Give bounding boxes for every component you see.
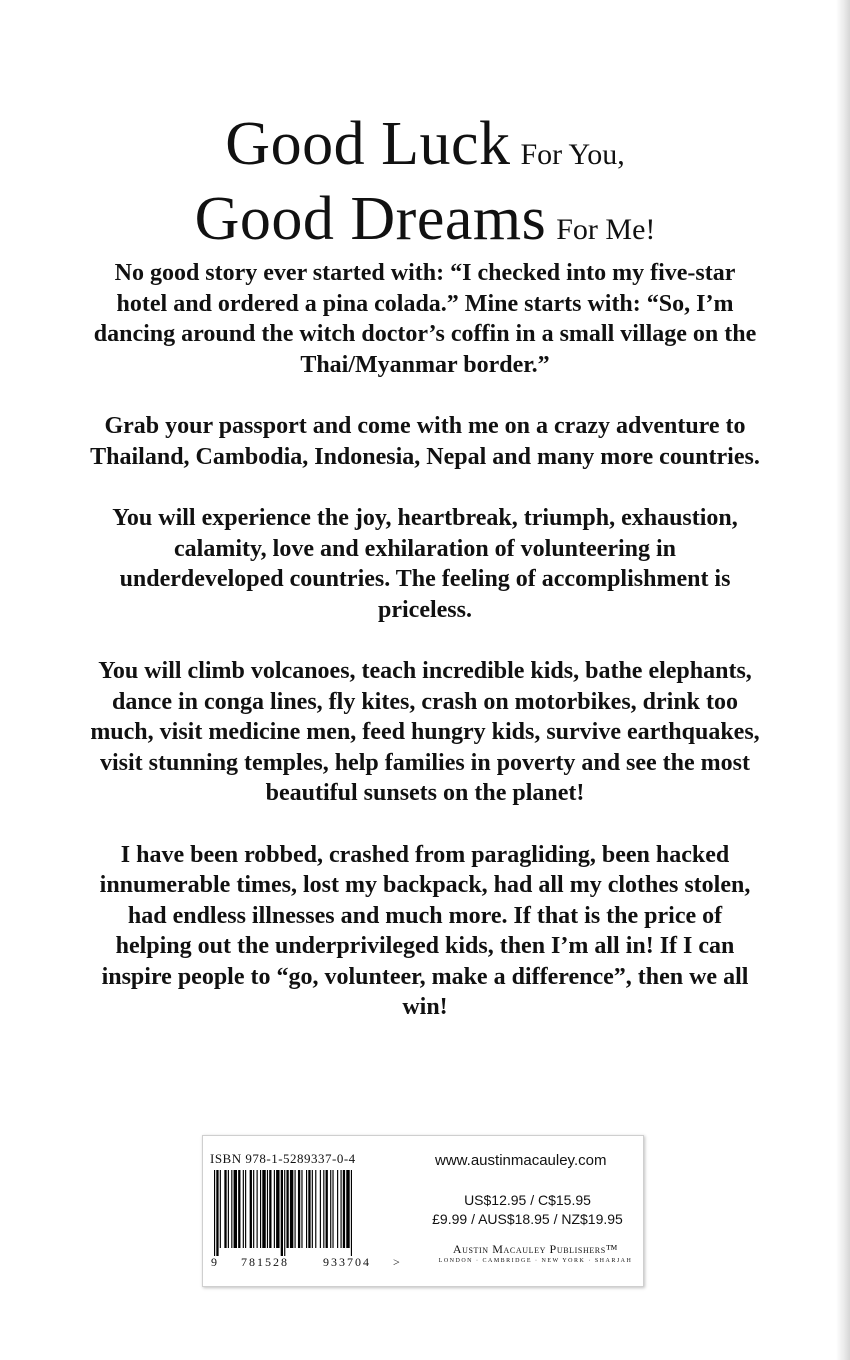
barcode-bar — [238, 1170, 240, 1248]
barcode-bar — [284, 1170, 285, 1256]
barcode-bar — [290, 1170, 293, 1248]
blurb-paragraph: Grab your passport and come with me on a crazy adventure to Thailand, Cambodia, Indonesia, Nepal and many more countries. — [90, 413, 760, 470]
barcode-bar — [281, 1170, 283, 1256]
blurb-paragraph: I have been robbed, crashed from paragliding, been hacked innumerable times, lost my backpack, had all my clothes stolen, had endless illnesses and much more. If that is the price of helping out the underprivileged kids, then I’m all in! If I can inspire people to “go, volunteer, make a difference”, then we all win! — [99, 841, 751, 1020]
barcode-bar — [276, 1170, 279, 1248]
back-cover-blurb — [90, 258, 760, 1054]
title-line1-main: Good Luck — [225, 110, 511, 178]
barcode-bar — [250, 1170, 252, 1248]
publisher-website: www.austinmacauley.com — [435, 1152, 607, 1169]
barcode-bar — [301, 1170, 302, 1248]
blurb-paragraph: You will climb volcanoes, teach incredible kids, bathe elephants, dance in conga lines, fly kites, crash on motorbikes, drink too much, visit medicine men, feed hungry kids, survive earthquakes, visit stunning temples, help families in poverty and see the most beautiful sunsets on the planet! — [90, 658, 760, 806]
barcode-bar — [253, 1170, 254, 1248]
title-line1-tail: For You, — [520, 138, 625, 171]
barcode-bar — [220, 1170, 221, 1248]
barcode-digits-left: 781528 — [241, 1255, 289, 1269]
barcode-bar — [228, 1170, 229, 1248]
barcode-image — [208, 1170, 408, 1256]
barcode-quiet-marker: > — [393, 1255, 400, 1269]
barcode-bar — [343, 1170, 345, 1248]
barcode-bar — [341, 1170, 342, 1248]
barcode-bar — [346, 1170, 349, 1248]
barcode-bar — [286, 1170, 288, 1248]
barcode-bar — [234, 1170, 237, 1248]
title-line2-main: Good Dreams — [194, 185, 547, 253]
price-line: US$12.95 / C$15.95 — [464, 1192, 591, 1208]
barcode-digits-right: 933704 — [323, 1255, 371, 1269]
barcode-bar — [214, 1170, 215, 1256]
barcode-bar — [323, 1170, 324, 1248]
barcode-bar — [326, 1170, 328, 1248]
barcode-bar — [267, 1170, 268, 1248]
barcode-bar — [306, 1170, 307, 1248]
barcode-bar — [332, 1170, 333, 1248]
barcode-bar — [224, 1170, 226, 1248]
barcode-bar — [295, 1170, 296, 1248]
barcode-panel — [202, 1135, 644, 1287]
blurb-paragraph: No good story ever started with: “I checked into my five-star hotel and ordered a pina colada.” Mine starts with: “So, I’m dancing around the witch doctor’s coffin in a small village on the Thai/Myanmar border.” — [93, 260, 757, 378]
price-list — [425, 1191, 630, 1229]
barcode-bar — [351, 1170, 352, 1256]
barcode-bar — [231, 1170, 232, 1248]
barcode-bar — [298, 1170, 300, 1248]
blurb-paragraph: You will experience the joy, heartbreak, triumph, exhaustion, calamity, love and exhilaration of volunteering in underdeveloped countries. The feeling of accomplishment is priceless. — [112, 505, 738, 623]
barcode-bar — [245, 1170, 246, 1248]
barcode-bar — [312, 1170, 313, 1248]
barcode-bar — [257, 1170, 258, 1248]
barcode-bar — [260, 1170, 261, 1248]
publisher-name: Austin Macauley Publishers™ — [452, 1242, 619, 1256]
barcode-bar — [320, 1170, 321, 1248]
barcode-bar — [216, 1170, 218, 1256]
barcode-bar — [330, 1170, 331, 1248]
publisher-imprint — [433, 1242, 638, 1264]
title-line2-tail: For Me! — [556, 213, 656, 246]
isbn-label: ISBN 978-1-5289337-0-4 — [210, 1151, 356, 1166]
barcode-bar — [269, 1170, 271, 1248]
barcode-bar — [308, 1170, 310, 1248]
barcode-bar — [262, 1170, 265, 1248]
book-title — [0, 112, 850, 262]
barcode-bar — [243, 1170, 244, 1248]
barcode-bar — [337, 1170, 338, 1248]
barcode-bar — [315, 1170, 316, 1248]
publisher-cities: LONDON · CAMBRIDGE · NEW YORK · SHARJAH — [438, 1258, 633, 1264]
barcode-digit-lead: 9 — [211, 1255, 217, 1269]
price-line: £9.99 / AUS$18.95 / NZ$19.95 — [432, 1211, 623, 1227]
barcode-bar — [274, 1170, 275, 1248]
